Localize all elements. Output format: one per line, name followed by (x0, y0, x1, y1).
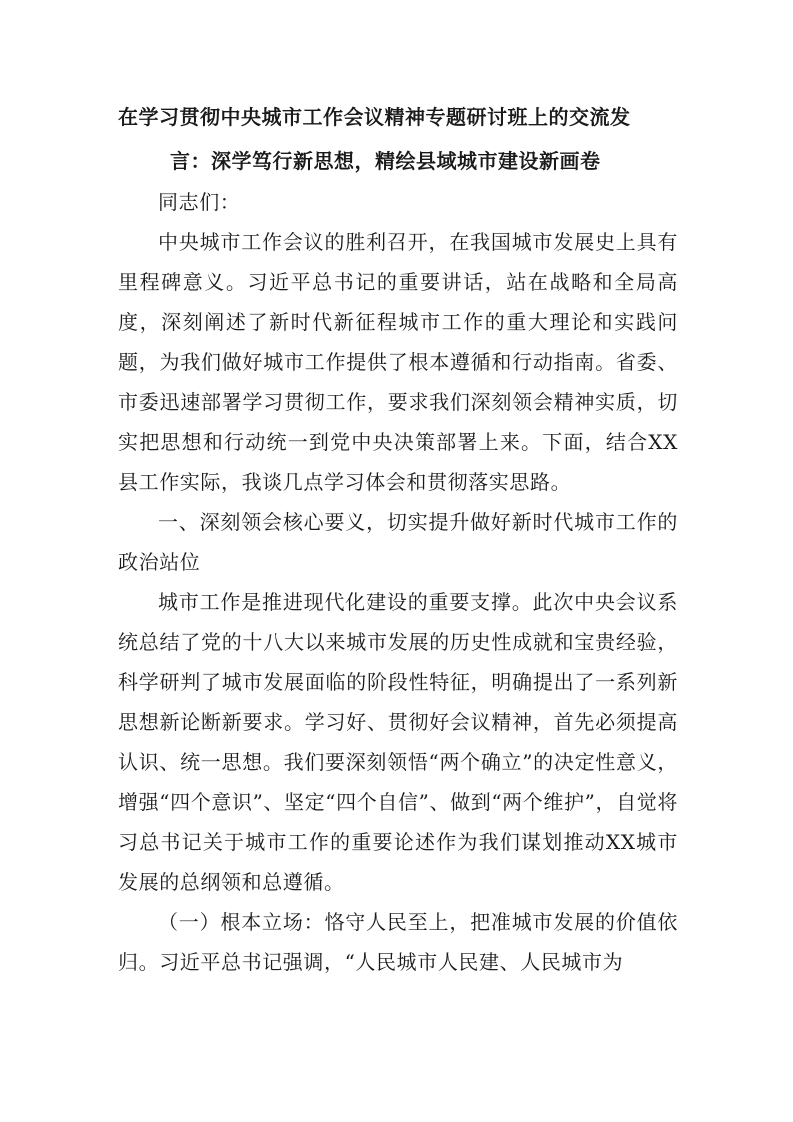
document-title-line-2: 言：深学笃行新思想，精绘县域城市建设新画卷 (170, 149, 601, 173)
document-title-line-1: 在学习贯彻中央城市工作会议精神专题研讨班上的交流发 (118, 105, 631, 129)
subsection-1-paragraph: （一）根本立场：恪守人民至上，把准城市发展的价值依归。习近平总书记强调，“人民城市人民建、人民城市为 (118, 910, 678, 974)
salutation-paragraph: 同志们： (158, 190, 241, 214)
section-heading-1: 一、深刻领会核心要义，切实提升做好新时代城市工作的政治站位 (118, 510, 678, 574)
section-1-paragraph: 城市工作是推进现代化建设的重要支撑。此次中央会议系统总结了党的十八大以来城市发展的历史性成就和宝贵经验，科学研判了城市发展面临的阶段性特征，明确提出了一系列新思想新论断新要求。学习好、贯彻好会议精神，首先必须提高认识、统一思想。我们要深刻领悟“两个确立”的决定性意义，增强“四个意识”、坚定“四个自信”、做到“两个维护”，自觉将习总书记关于城市工作的重要论述作为我们谋划推动XX城市发展的总纲领和总遵循。 (118, 590, 678, 894)
document-body (118, 182, 678, 982)
intro-paragraph: 中央城市工作会议的胜利召开，在我国城市发展史上具有里程碑意义。习近平总书记的重要讲话，站在战略和全局高度，深刻阐述了新时代新征程城市工作的重大理论和实践问题，为我们做好城市工作提供了根本遵循和行动指南。省委、市委迅速部署学习贯彻工作，要求我们深刻领会精神实质，切实把思想和行动统一到党中央决策部署上来。下面，结合XX县工作实际，我谈几点学习体会和贯彻落实思路。 (118, 230, 678, 494)
